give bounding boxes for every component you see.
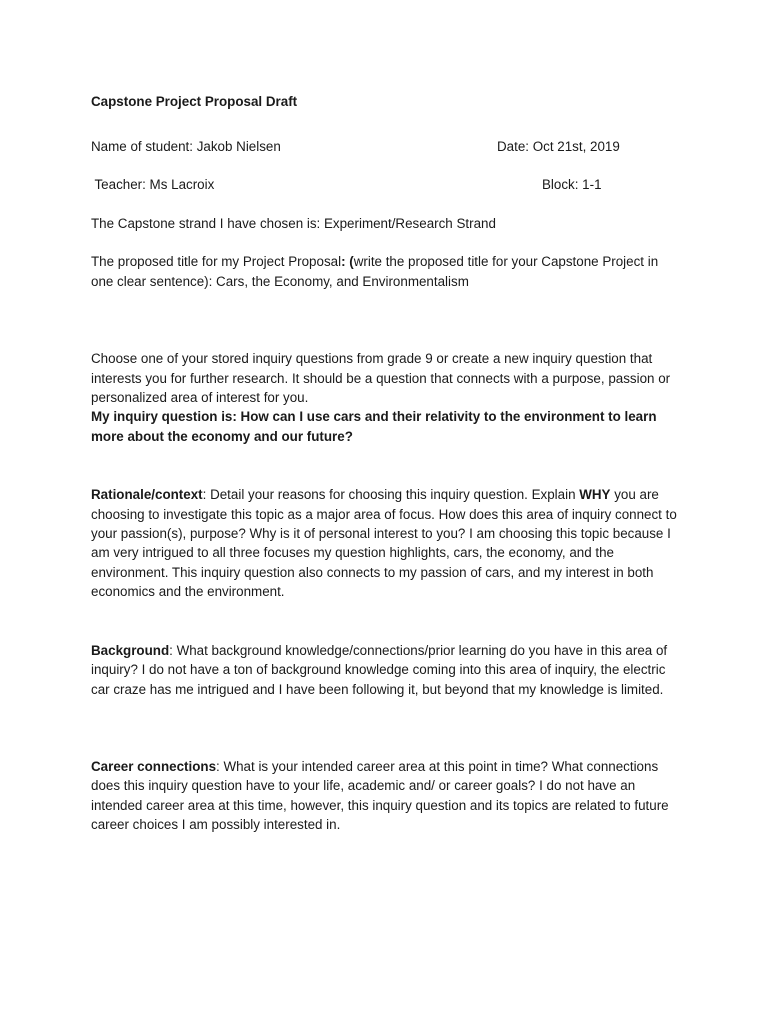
student-date-row bbox=[91, 137, 681, 156]
background-heading: Background bbox=[91, 642, 170, 658]
rationale-paragraph bbox=[91, 485, 681, 601]
inquiry-question-text: My inquiry question is: How can I use cars and their relativity to the environment to learn more about the economy and our future? bbox=[91, 409, 657, 444]
background-text: : What background knowledge/connections/prior learning do you have in this area of inquiry? I do not have a ton of background knowledge coming into this area of inquiry, the electric car craze has me intrigued and I have been following it, but beyond that my knowledge is limited. bbox=[91, 642, 668, 697]
teacher: Teacher: Ms Lacroix bbox=[91, 177, 215, 192]
inquiry-question bbox=[91, 407, 681, 446]
proposed-title-paragraph bbox=[91, 252, 681, 291]
rationale-text-b: you are choosing to investigate this topic as a major area of focus. How does this area of inquiry connect to your passion(s), purpose? Why is it of personal interest to you? I am choosing this topic because I am very intrigued to all three focuses my question highlights, cars, the economy, and the environment. This inquiry question also connects to my passion of cars, and my interest in both economics and the environment. bbox=[91, 487, 677, 600]
block: Block: 1-1 bbox=[542, 177, 602, 192]
rationale-heading: Rationale/context bbox=[91, 487, 203, 503]
background-paragraph bbox=[91, 641, 681, 699]
proposed-title-bold: : ( bbox=[341, 254, 354, 270]
strand-line: The Capstone strand I have chosen is: Experiment/Research Strand bbox=[91, 216, 496, 231]
inquiry-prompt: Choose one of your stored inquiry questions from grade 9 or create a new inquiry question that interests you for further research. It should be a question that connects with a purpose, passion or personalized area of interest for you. bbox=[91, 351, 671, 406]
rationale-emphasis: WHY bbox=[579, 487, 611, 503]
student-name: Name of student: Jakob Nielsen bbox=[91, 139, 281, 154]
proposed-title-lead: The proposed title for my Project Proposal bbox=[91, 254, 342, 270]
teacher-block-row bbox=[91, 175, 681, 194]
proposed-title-rest: write the proposed title for your Capstone Project in one clear sentence): Cars, the Economy, and Environmentalism bbox=[91, 254, 659, 289]
date: Date: Oct 21st, 2019 bbox=[497, 139, 620, 154]
career-paragraph bbox=[91, 757, 681, 835]
document-title: Capstone Project Proposal Draft bbox=[91, 94, 298, 109]
career-heading: Career connections bbox=[91, 758, 217, 774]
document-page bbox=[91, 92, 681, 835]
rationale-text-a: : Detail your reasons for choosing this inquiry question. Explain bbox=[202, 487, 580, 503]
career-text: : What is your intended career area at this point in time? What connections does this inquiry question have to your life, academic and/ or career goals? I do not have an intended career area at this time, however, this inquiry question and its topics are related to future career choices I am possibly interested in. bbox=[91, 758, 669, 833]
